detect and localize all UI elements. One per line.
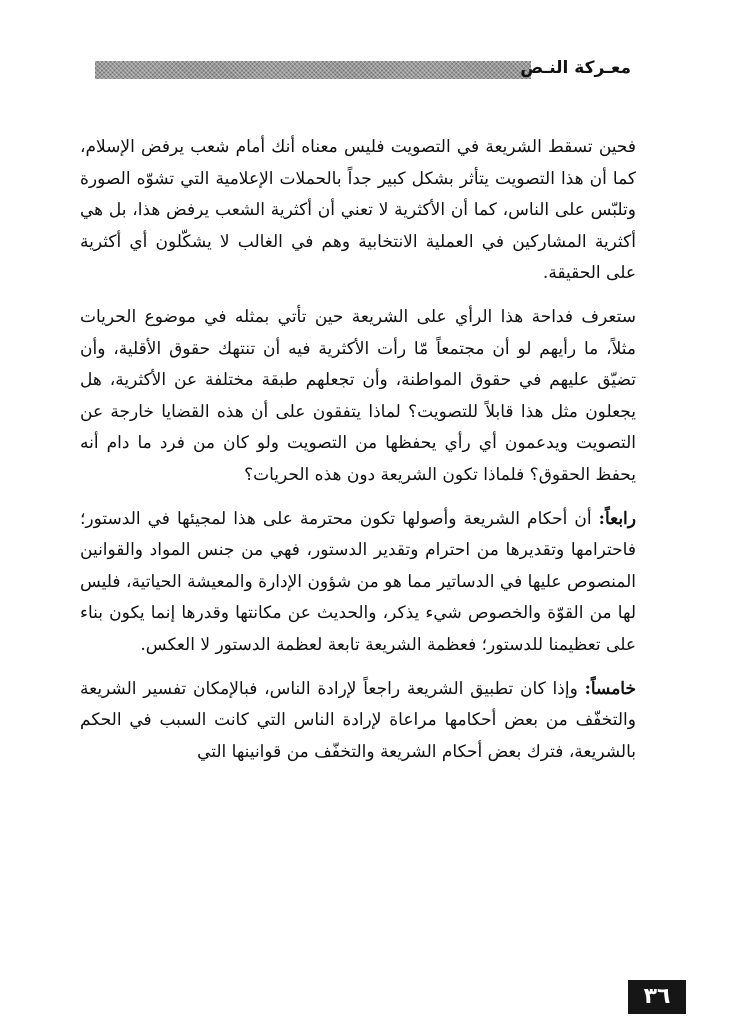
paragraph-lead: خامساً: [584, 678, 636, 699]
paragraph-4 [80, 674, 636, 769]
header-pattern-band [95, 61, 531, 79]
paragraph-lead: رابعاً: [598, 508, 636, 529]
running-header [95, 56, 631, 86]
paragraph-3 [80, 504, 636, 662]
paragraph-1 [80, 132, 636, 290]
page-number: ٣٦ [628, 980, 686, 1014]
paragraph-text: ستعرف فداحة هذا الرأي على الشريعة حين تأتي بمثله في موضوع الحريات مثلاً، ما رأيهم لو أن مجتمعاً مّا رأت الأكثرية فيه أن تنتهك حقوق الأقلية، وأن تضيّق عليهم في حقوق المواطنة، وأن تجعلهم طبقة مختلفة عن الأكثرية، هل يجعلون مثل هذا قابلاً للتصويت؟ لماذا يتفقون على أن هذه القضايا خارجة عن التصويت ويدعمون أي رأي يحفظها من التصويت ولو كان من فرد ما دام أنه يحفظ الحقوق؟ فلماذا تكون الشريعة دون هذه الحريات؟ [80, 306, 636, 485]
paragraph-text: فحين تسقط الشريعة في التصويت فليس معناه أنك أمام شعب يرفض الإسلام، كما أن هذا التصويت يتأثر بشكل كبير جداً بالحملات الإعلامية التي تشوّه الصورة وتلبّس على الناس، كما أن الأكثرية لا تعني أن أكثرية الشعب يرفض هذا، بل هي أكثرية المشاركين في العملية الانتخابية وهم في الغالب لا يشكّلون أي أكثرية على الحقيقة. [80, 137, 636, 284]
running-header-title: معـركة النـص [520, 58, 631, 78]
paragraph-2 [80, 302, 636, 492]
body-text [80, 132, 636, 780]
paragraph-text: وإذا كان تطبيق الشريعة راجعاً لإرادة الناس، فبالإمكان تفسير الشريعة والتخفّف من بعض أحكامها مراعاة لإرادة الناس التي كانت السبب في الحكم بالشريعة، فترك بعض أحكام الشريعة والتخفّف من قوانينها التي [80, 678, 636, 762]
paragraph-text: أن أحكام الشريعة وأصولها تكون محترمة على هذا لمجيئها في الدستور؛ فاحترامها وتقديرها من احترام وتقدير الدستور، فهي من جنس المواد والقوانين المنصوص عليها في الدساتير مما هو من شؤون الإدارة والمعيشة الحياتية، فليس لها من القوّة والخصوص شيء يذكر، والحديث عن مكانتها وقدرها إنما يكون بناء على تعظيمنا للدستور؛ فعظمة الشريعة تابعة لعظمة الدستور لا العكس. [80, 508, 636, 655]
